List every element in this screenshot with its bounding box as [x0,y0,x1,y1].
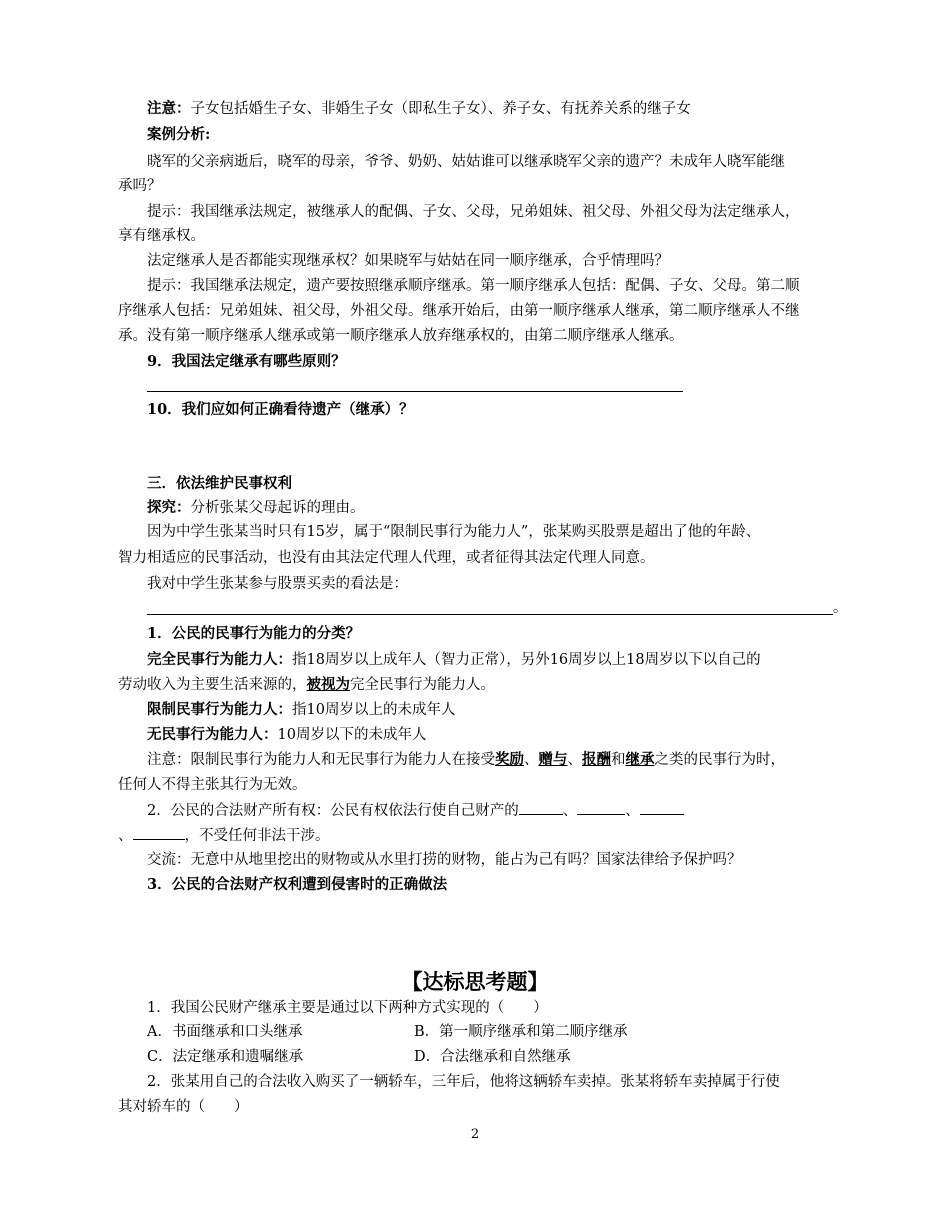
question-10: 10．我们应如何正确看待遗产（继承）？ [147,401,414,418]
note-2-text-b: 之类的民事行为时， [654,752,785,768]
point-2-sep-2: 、 [625,803,640,819]
note-2-line-2: 任何人不得主张其行为无效。 [118,777,307,793]
keyword-gift: 赠与 [538,751,568,768]
point-3-title: 3．公民的合法财产权利遭到侵害时的正确做法 [147,876,448,893]
note-2-text-a: 注意：限制民事行为能力人和无民事行为能力人在接受 [147,752,495,768]
question-9: 9．我国法定继承有哪些原则？ [147,353,346,370]
hint-1-line-1: 提示：我国继承法规定，被继承人的配偶、子女、父母，兄弟姐妹、祖父母、外祖父母为法定继承人， [147,204,800,220]
full-capacity-line-1 [147,650,761,670]
keyword-reward: 奖励 [495,751,524,768]
exchange-line: 交流：无意中从地里挖出的财物或从水里打捞的财物，能占为己有吗？国家法律给予保护吗？ [147,852,742,868]
mc-question-2-line-2: 其对轿车的（ ） [118,1099,249,1115]
point-2-line-2 [118,825,330,846]
hint-2-line-3: 承。没有第一顺序继承人继承或第一顺序继承人放弃继承权的，由第二顺序继承人继承。 [118,328,684,344]
limited-capacity-label: 限制民事行为能力人： [147,701,292,718]
full-capacity-text-2a: 劳动收入为主要生活来源的， [118,677,307,693]
no-capacity-label: 无民事行为能力人： [147,726,278,743]
blank-3[interactable] [640,800,684,815]
regarded-as-keyword: 被视为 [306,676,350,693]
point-2-text: 2．公民的合法财产所有权：公民有权依法行使自己财产的 [147,803,519,819]
point-2-sep-1: 、 [562,803,578,819]
mc-question-1-option-b[interactable]: B．第一顺序继承和第二顺序继承 [414,1024,628,1040]
hint-2-line-1: 提示：我国继承法规定，遗产要按照继承顺序继承。第一顺序继承人包括：配偶、子女、父母。第二顺 [147,278,800,294]
hint-1-line-2: 享有继承权。 [118,228,205,244]
case-analysis-label: 案例分析: [147,126,211,143]
answer-line-opinion[interactable] [147,614,833,615]
opinion-end-mark: 。 [833,600,848,616]
note-line [147,99,691,119]
opinion-prompt: 我对中学生张某参与股票买卖的看法是： [147,576,408,592]
no-capacity-text: 10周岁以下的未成年人 [277,727,427,743]
no-capacity-line [147,725,426,745]
point-2-lead-sep: 、 [118,828,133,844]
point-2-line-1 [147,800,684,821]
point-1-title: 1．公民的民事行为能力的分类？ [147,625,361,642]
note-text: 子女包括婚生子女、非婚生子女（即私生子女）、养子女、有抚养关系的继子女 [190,101,691,117]
keyword-inheritance: 继承 [625,751,655,768]
mc-question-2-line-1: 2．张某用自己的合法收入购买了一辆轿车，三年后，他将这辆轿车卖掉。张某将轿车卖掉属于行使 [147,1074,780,1090]
full-capacity-label: 完全民事行为能力人： [147,651,292,668]
explore-line [147,498,365,518]
section-3-heading: 三．依法维护民事权利 [147,475,292,492]
explore-text: 分析张某父母起诉的理由。 [190,500,365,516]
mc-question-1-option-a[interactable]: A．书面继承和口头继承 [147,1024,303,1040]
reason-line-2: 智力相适应的民事活动，也没有由其法定代理人代理，或者征得其法定代理人同意。 [118,550,655,566]
note-2-sep-2: 、 [567,752,582,768]
full-capacity-line-2 [118,675,495,695]
limited-capacity-line [147,700,455,720]
blank-4[interactable] [133,825,185,840]
mc-question-1-stem: 1．我国公民财产继承主要是通过以下两种方式实现的（ ） [147,1000,548,1016]
point-2-tail: ，不受任何非法干涉。 [184,828,330,844]
note-2-line-1 [147,750,785,770]
full-capacity-text-2c: 完全民事行为能力人。 [350,677,495,693]
note-2-sep-1: 、 [524,752,539,768]
blank-2[interactable] [577,800,625,815]
page-number: 2 [470,1127,480,1142]
mc-question-1-option-d[interactable]: D．合法继承和自然继承 [414,1049,571,1065]
explore-label: 探究： [147,499,191,516]
hint-2-line-2: 序继承人包括：兄弟姐妹、祖父母，外祖父母。继承开始后，由第一顺序继承人继承，第二顺序继承人不继 [118,303,800,319]
note-label: 注意： [147,100,191,117]
section-title: 【达标思考题】 [401,969,549,994]
case-question-1-line-1: 晓军的父亲病逝后，晓军的母亲，爷爷、奶奶、姑姑谁可以继承晓军父亲的遗产？未成年人晓军能继 [147,154,785,170]
reason-line-1: 因为中学生张某当时只有15岁，属于“限制民事行为能力人”，张某购买股票是超出了他的年龄、 [147,524,761,540]
limited-capacity-text: 指10周岁以上的未成年人 [292,702,456,718]
answer-line-q9[interactable] [147,391,683,392]
mc-question-1-option-c[interactable]: C．法定继承和遗嘱继承 [147,1049,304,1065]
case-question-1-line-2: 承吗？ [118,178,162,194]
full-capacity-text: 指18周岁以上成年人（智力正常），另外16周岁以上18周岁以下以自己的 [292,652,761,668]
note-2-sep-3: 和 [611,752,626,768]
blank-1[interactable] [519,800,563,815]
case-question-2: 法定继承人是否都能实现继承权？如果晓军与姑姑在同一顺序继承，合乎情理吗？ [147,253,669,269]
keyword-remuneration: 报酬 [582,751,611,768]
